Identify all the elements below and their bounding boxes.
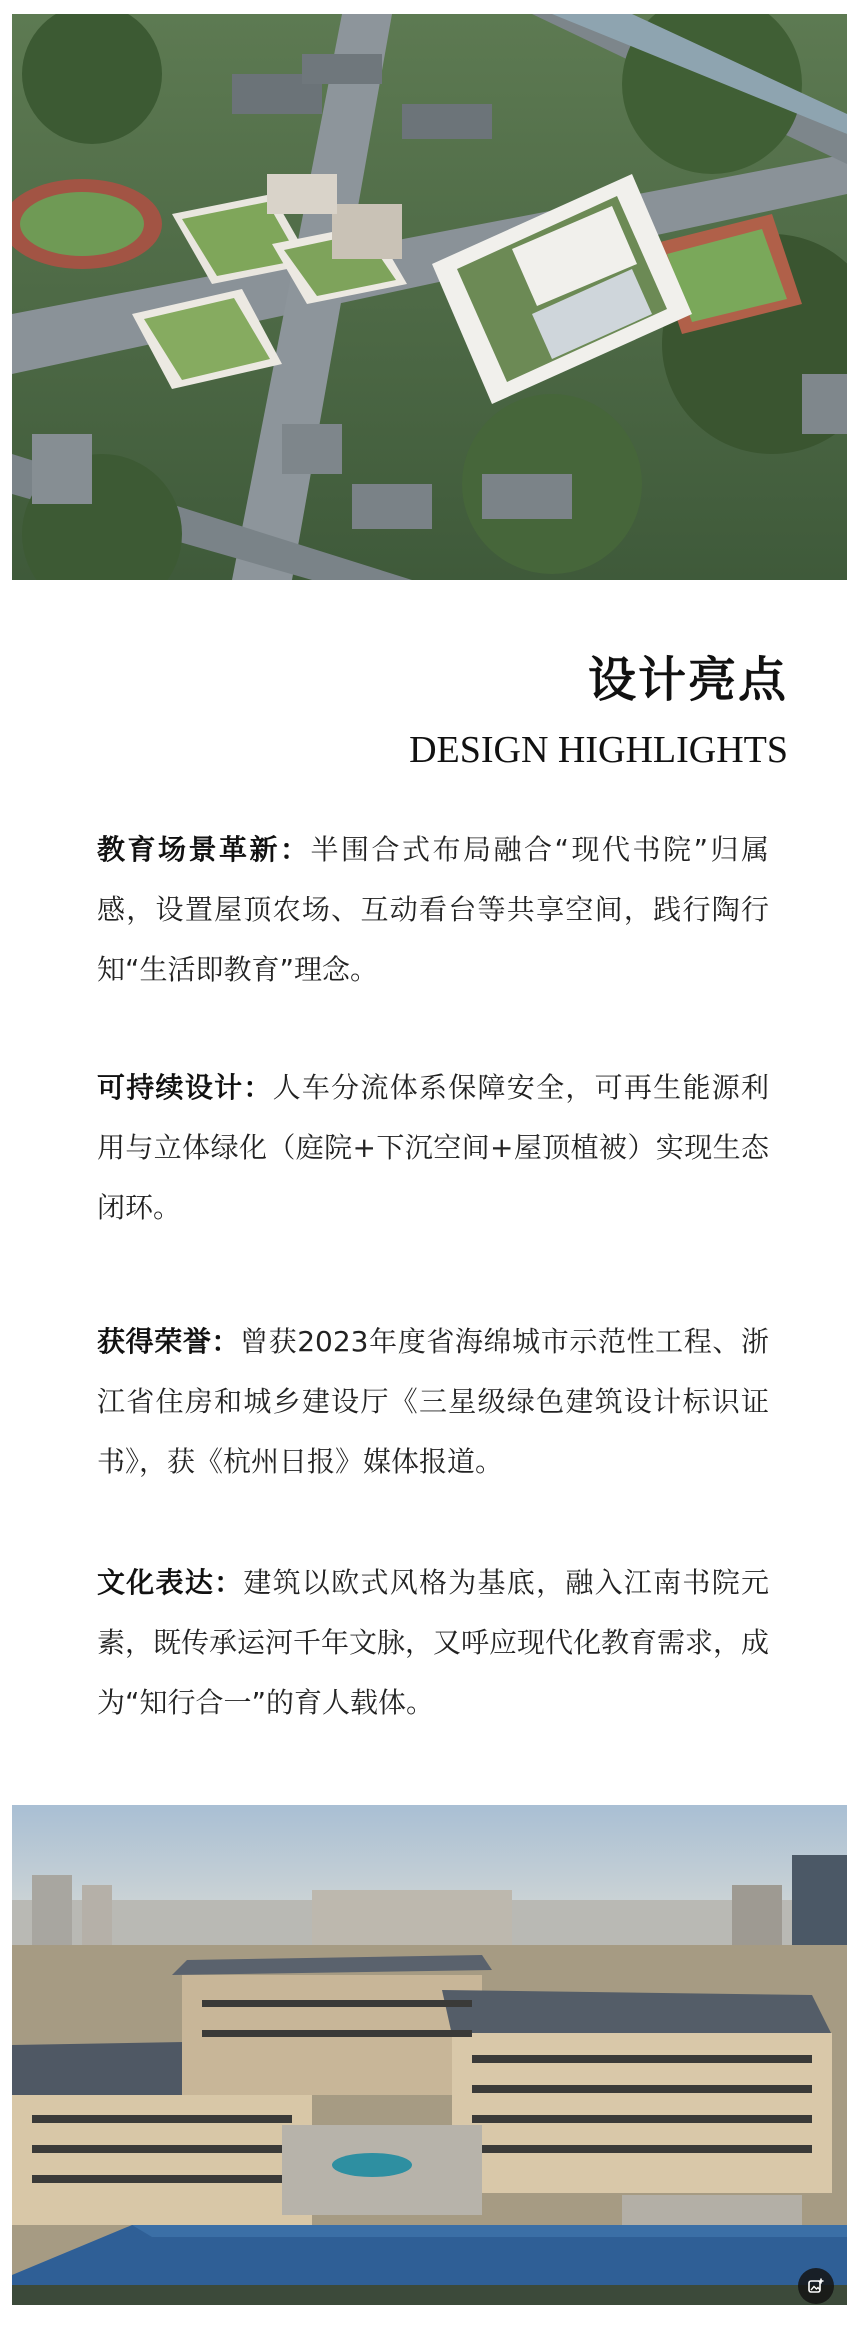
highlight-text: 曾获2023年度省海绵城市示范性工程、浙江省住房和城乡建设厅《三星级绿色建筑设计标识证书》，获《杭州日报》媒体报道。 <box>97 1325 769 1478</box>
highlight-lead: 文化表达： <box>97 1566 244 1599</box>
image-edit-icon <box>807 2277 825 2295</box>
highlight-paragraph <box>97 1058 769 1238</box>
highlight-lead: 可持续设计： <box>97 1071 273 1104</box>
highlight-lead: 教育场景革新： <box>97 833 311 866</box>
highlight-paragraph <box>97 1312 769 1492</box>
highlight-lead: 获得荣誉： <box>97 1325 241 1358</box>
heading-title-cn: 设计亮点 <box>587 652 788 708</box>
campus-photo <box>12 1805 847 2305</box>
heading-title-en: DESIGN HIGHLIGHTS <box>409 729 788 771</box>
highlight-text: 建筑以欧式风格为基底，融入江南书院元素，既传承运河千年文脉，又呼应现代化教育需求，成为“知行合一”的育人载体。 <box>97 1566 770 1719</box>
section-heading <box>409 650 788 772</box>
highlight-text: 人车分流体系保障安全，可再生能源利用与立体绿化（庭院+下沉空间+屋顶植被）实现生态闭环。 <box>97 1071 769 1224</box>
highlight-paragraph <box>97 820 769 1000</box>
highlight-paragraph <box>97 1553 769 1733</box>
highlight-text: 半围合式布局融合“现代书院”归属感，设置屋顶农场、互动看台等共享空间，践行陶行知“生活即教育”理念。 <box>97 833 769 986</box>
image-edit-button[interactable] <box>798 2268 834 2304</box>
aerial-campus-rendering <box>12 14 847 580</box>
